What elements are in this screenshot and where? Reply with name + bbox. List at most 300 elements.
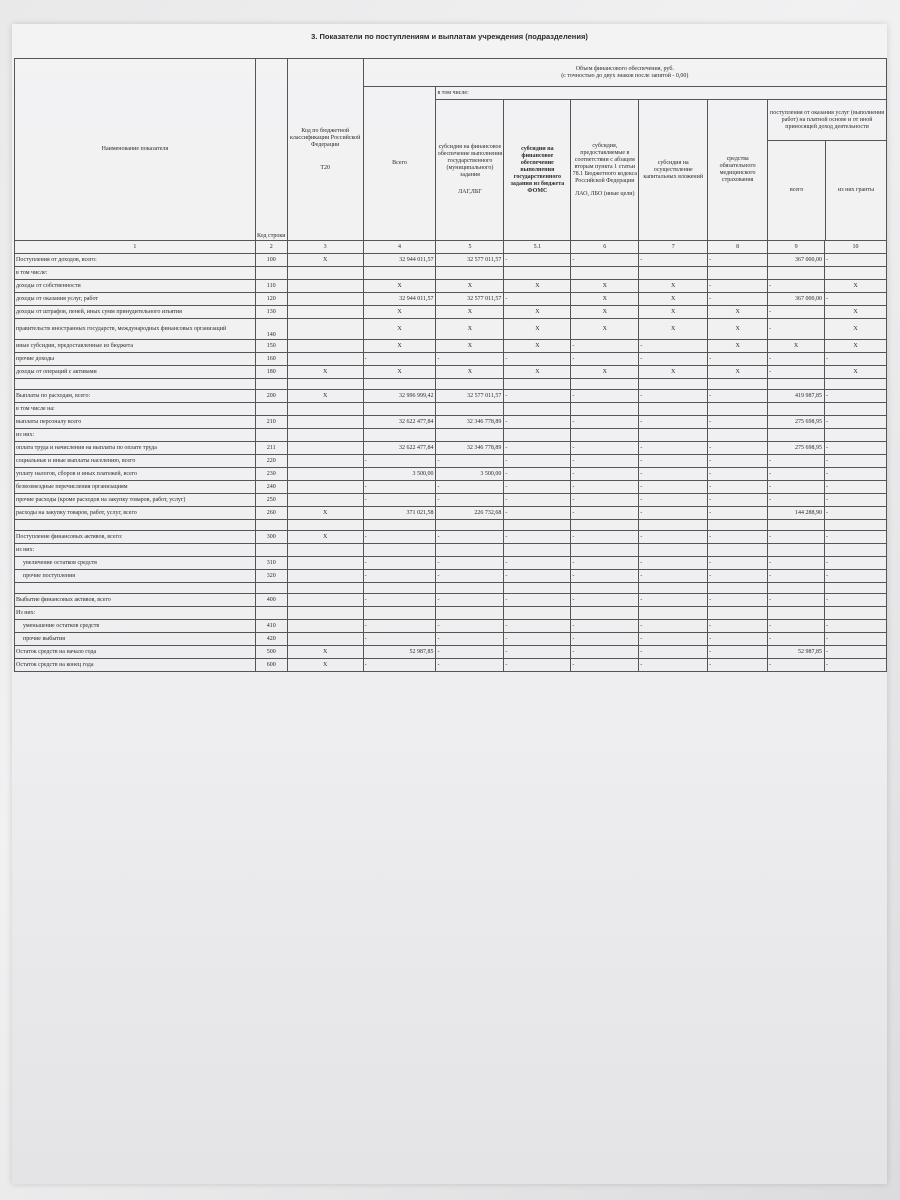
header-c9-total: всего [768, 141, 826, 240]
indicator-name: Остаток средств на конец года [15, 659, 256, 672]
value-cell-c4: - [363, 620, 436, 633]
indicator-name: Выбытие финансовых активов, всего [15, 594, 256, 607]
value-cell-c9 [768, 403, 825, 416]
value-cell-c51: - [504, 507, 571, 520]
value-cell-c7: - [639, 557, 708, 570]
value-cell-c51: X [504, 306, 571, 319]
table-row [15, 254, 887, 267]
line-code [255, 607, 287, 620]
column-number: 10 [825, 241, 887, 254]
empty-cell [255, 379, 287, 390]
value-cell-c4: 3 500,00 [363, 468, 436, 481]
empty-cell [504, 583, 571, 594]
value-cell-c9: - [768, 353, 825, 366]
value-cell-c7: - [639, 531, 708, 544]
value-cell-c10: - [825, 353, 887, 366]
value-cell-c6: - [571, 494, 639, 507]
value-cell-c51: X [504, 280, 571, 293]
header-c8: средства обязательного медицинского страхования [708, 100, 768, 241]
value-cell-c51: - [504, 594, 571, 607]
value-cell-c9: - [768, 455, 825, 468]
value-cell-c3 [287, 306, 363, 319]
line-code [255, 544, 287, 557]
value-cell-c7: - [639, 390, 708, 403]
value-cell-c6 [571, 403, 639, 416]
value-cell-c7: - [639, 481, 708, 494]
value-cell-c9: - [768, 620, 825, 633]
header-c6-label: субсидия, предоставляемые в соответствии с абзацем вторым пункта 1 статьи 78.1 Бюджетного кодекса Российской Федерации [572, 142, 637, 184]
column-number: 3 [287, 241, 363, 254]
value-cell-c8: - [708, 633, 768, 646]
value-cell-c4: - [363, 531, 436, 544]
value-cell-c7 [639, 607, 708, 620]
value-cell-c4: 32 996 999,42 [363, 390, 436, 403]
value-cell-c7: - [639, 646, 708, 659]
value-cell-c5 [436, 267, 504, 280]
value-cell-c9 [768, 544, 825, 557]
value-cell-c4 [363, 403, 436, 416]
value-cell-c9: 144 288,90 [768, 507, 825, 520]
table-row [15, 481, 887, 494]
line-code [255, 267, 287, 280]
table-row [15, 306, 887, 319]
value-cell-c7 [639, 403, 708, 416]
value-cell-c10: - [825, 531, 887, 544]
value-cell-c51 [504, 267, 571, 280]
table-row [15, 531, 887, 544]
value-cell-c6: X [571, 293, 639, 306]
value-cell-c10: X [825, 319, 887, 340]
value-cell-c7: - [639, 416, 708, 429]
line-code: 200 [255, 390, 287, 403]
value-cell-c8: - [708, 557, 768, 570]
value-cell-c4: - [363, 594, 436, 607]
table-row [15, 557, 887, 570]
value-cell-c10: - [825, 494, 887, 507]
value-cell-c3: X [287, 366, 363, 379]
value-cell-c5: - [436, 570, 504, 583]
table-row [15, 507, 887, 520]
value-cell-c6: - [571, 531, 639, 544]
value-cell-c7: - [639, 633, 708, 646]
value-cell-c3 [287, 319, 363, 340]
value-cell-c10: - [825, 620, 887, 633]
value-cell-c4: - [363, 481, 436, 494]
value-cell-c6: - [571, 442, 639, 455]
document-title: 3. Показатели по поступлениям и выплатам учреждения (подразделения) [311, 32, 588, 41]
value-cell-c9: - [768, 531, 825, 544]
header-c5-sub: ЛАГ,ЛБГ [458, 189, 482, 195]
line-code: 140 [255, 319, 287, 340]
value-cell-c10: - [825, 481, 887, 494]
value-cell-c7: - [639, 455, 708, 468]
empty-cell [436, 583, 504, 594]
value-cell-c5: - [436, 646, 504, 659]
empty-cell [287, 520, 363, 531]
value-cell-c3 [287, 468, 363, 481]
value-cell-c10: - [825, 659, 887, 672]
value-cell-c8: - [708, 570, 768, 583]
value-cell-c6: X [571, 319, 639, 340]
value-cell-c4: X [363, 340, 436, 353]
value-cell-c51: - [504, 293, 571, 306]
value-cell-c51: - [504, 455, 571, 468]
value-cell-c7: - [639, 254, 708, 267]
line-code: 250 [255, 494, 287, 507]
value-cell-c8: - [708, 468, 768, 481]
value-cell-c3: X [287, 646, 363, 659]
value-cell-c10: X [825, 366, 887, 379]
header-line-code: Код строки [255, 59, 287, 241]
document-sheet [12, 24, 887, 1184]
value-cell-c10: X [825, 280, 887, 293]
value-cell-c4: 32 944 011,57 [363, 254, 436, 267]
value-cell-c7: - [639, 442, 708, 455]
empty-cell [825, 379, 887, 390]
empty-cell [287, 583, 363, 594]
value-cell-c4: 32 944 011,57 [363, 293, 436, 306]
empty-cell [15, 520, 256, 531]
value-cell-c6: - [571, 353, 639, 366]
value-cell-c9: 367 000,00 [768, 293, 825, 306]
value-cell-c7: - [639, 353, 708, 366]
header-c6 [571, 100, 639, 241]
empty-cell [768, 583, 825, 594]
value-cell-c8: - [708, 455, 768, 468]
table-row [15, 646, 887, 659]
value-cell-c8: - [708, 494, 768, 507]
value-cell-c9: - [768, 280, 825, 293]
value-cell-c5: X [436, 319, 504, 340]
empty-cell [363, 520, 436, 531]
value-cell-c5: - [436, 353, 504, 366]
indicator-name: доходы от операций с активами [15, 366, 256, 379]
line-code [255, 403, 287, 416]
value-cell-c6: - [571, 659, 639, 672]
indicator-name: уплату налогов, сборов и иных платежей, всего [15, 468, 256, 481]
value-cell-c7: - [639, 340, 708, 353]
value-cell-c5: - [436, 557, 504, 570]
table-row [15, 319, 887, 340]
value-cell-c3 [287, 455, 363, 468]
value-cell-c6: - [571, 481, 639, 494]
table-row [15, 633, 887, 646]
value-cell-c7: X [639, 319, 708, 340]
value-cell-c5 [436, 429, 504, 442]
line-code: 600 [255, 659, 287, 672]
value-cell-c4: X [363, 280, 436, 293]
empty-cell [639, 583, 708, 594]
value-cell-c9: 419 987,85 [768, 390, 825, 403]
value-cell-c6 [571, 429, 639, 442]
value-cell-c8: - [708, 646, 768, 659]
value-cell-c4: - [363, 557, 436, 570]
indicator-name: в том числе: [15, 267, 256, 280]
indicator-name: уменьшение остатков средств [15, 620, 256, 633]
value-cell-c10: X [825, 340, 887, 353]
line-code: 410 [255, 620, 287, 633]
value-cell-c9: X [768, 340, 825, 353]
value-cell-c5 [436, 544, 504, 557]
line-code: 130 [255, 306, 287, 319]
indicator-name: прочие расходы (кроме расходов на закупку товаров, работ, услуг) [15, 494, 256, 507]
table-row [15, 366, 887, 379]
value-cell-c9: - [768, 319, 825, 340]
value-cell-c9: - [768, 468, 825, 481]
value-cell-c10: - [825, 468, 887, 481]
indicator-name: увеличение остатков средств [15, 557, 256, 570]
value-cell-c51: - [504, 468, 571, 481]
value-cell-c51: - [504, 390, 571, 403]
value-cell-c3 [287, 353, 363, 366]
column-number: 8 [708, 241, 768, 254]
empty-cell [571, 520, 639, 531]
value-cell-c8: X [708, 340, 768, 353]
spacer-row [15, 520, 887, 531]
value-cell-c6: - [571, 390, 639, 403]
line-code [255, 429, 287, 442]
value-cell-c6 [571, 544, 639, 557]
value-cell-c7: - [639, 659, 708, 672]
line-code: 160 [255, 353, 287, 366]
value-cell-c8: - [708, 481, 768, 494]
value-cell-c9 [768, 607, 825, 620]
value-cell-c4: - [363, 633, 436, 646]
value-cell-c7: - [639, 620, 708, 633]
empty-cell [255, 583, 287, 594]
table-row [15, 607, 887, 620]
indicators-table [14, 58, 887, 672]
value-cell-c8: - [708, 280, 768, 293]
value-cell-c3 [287, 494, 363, 507]
indicator-name: Выплаты по расходам, всего: [15, 390, 256, 403]
table-row [15, 353, 887, 366]
value-cell-c6: - [571, 620, 639, 633]
value-cell-c8: X [708, 366, 768, 379]
value-cell-c10: - [825, 570, 887, 583]
table-row [15, 494, 887, 507]
value-cell-c5: - [436, 481, 504, 494]
value-cell-c51 [504, 607, 571, 620]
indicator-name: иные субсидии, предоставленные из бюджета [15, 340, 256, 353]
indicator-name: Поступления от доходов, всего: [15, 254, 256, 267]
table-row [15, 293, 887, 306]
empty-cell [363, 583, 436, 594]
value-cell-c8: - [708, 594, 768, 607]
value-cell-c8: - [708, 442, 768, 455]
header-volume: Объем финансового обеспечения, руб. (с точностью до двух знаков после запятой - 0,00) [363, 59, 886, 87]
empty-cell [15, 583, 256, 594]
value-cell-c51: X [504, 366, 571, 379]
value-cell-c8: - [708, 390, 768, 403]
value-cell-c6: - [571, 468, 639, 481]
table-row [15, 620, 887, 633]
value-cell-c51: - [504, 494, 571, 507]
line-code: 320 [255, 570, 287, 583]
table-row [15, 429, 887, 442]
value-cell-c4: X [363, 366, 436, 379]
value-cell-c3 [287, 594, 363, 607]
value-cell-c4: 371 021,58 [363, 507, 436, 520]
value-cell-c9 [768, 429, 825, 442]
value-cell-c10: X [825, 306, 887, 319]
table-row [15, 455, 887, 468]
value-cell-c5: 32 346 778,89 [436, 442, 504, 455]
empty-cell [15, 379, 256, 390]
table-row [15, 403, 887, 416]
value-cell-c10: - [825, 442, 887, 455]
value-cell-c8: - [708, 507, 768, 520]
value-cell-c10 [825, 607, 887, 620]
value-cell-c9 [768, 267, 825, 280]
header-name: Наименование показателя [15, 59, 256, 241]
empty-cell [639, 520, 708, 531]
value-cell-c3: X [287, 254, 363, 267]
table-row [15, 442, 887, 455]
value-cell-c3 [287, 607, 363, 620]
value-cell-c51: - [504, 620, 571, 633]
value-cell-c4 [363, 429, 436, 442]
value-cell-c6: X [571, 280, 639, 293]
value-cell-c4 [363, 267, 436, 280]
value-cell-c3: X [287, 507, 363, 520]
indicator-name: социальные и иные выплаты населению, всего [15, 455, 256, 468]
empty-cell [768, 520, 825, 531]
value-cell-c4: - [363, 494, 436, 507]
value-cell-c7: X [639, 280, 708, 293]
indicator-name: безвозмездные перечисления организациям [15, 481, 256, 494]
table-row [15, 390, 887, 403]
value-cell-c5 [436, 403, 504, 416]
spacer-row [15, 583, 887, 594]
value-cell-c8 [708, 607, 768, 620]
value-cell-c7: X [639, 366, 708, 379]
column-number: 9 [768, 241, 825, 254]
indicator-name: прочие доходы [15, 353, 256, 366]
line-code: 310 [255, 557, 287, 570]
empty-cell [825, 583, 887, 594]
value-cell-c6: - [571, 340, 639, 353]
value-cell-c7: - [639, 494, 708, 507]
value-cell-c3 [287, 340, 363, 353]
value-cell-c5: - [436, 494, 504, 507]
value-cell-c51: - [504, 254, 571, 267]
value-cell-c3 [287, 267, 363, 280]
header-c6-sub: ЛАО, ЛБО (иные цели) [575, 190, 635, 197]
table-row [15, 416, 887, 429]
value-cell-c5: - [436, 455, 504, 468]
column-numbers-row [15, 241, 887, 254]
value-cell-c51: - [504, 633, 571, 646]
empty-cell [639, 379, 708, 390]
column-number: 4 [363, 241, 436, 254]
value-cell-c8 [708, 544, 768, 557]
value-cell-c6: - [571, 455, 639, 468]
empty-cell [825, 520, 887, 531]
value-cell-c9: 275 698,95 [768, 416, 825, 429]
value-cell-c9: - [768, 306, 825, 319]
value-cell-c5: - [436, 659, 504, 672]
header-c9: поступления от оказания услуг (выполнения работ) на платной основе и от иной приносящей доход деятельности [768, 100, 886, 141]
value-cell-c6: - [571, 633, 639, 646]
header-c7: субсидия на осуществление капитальных вложений [639, 100, 708, 241]
indicator-name: Остаток средств на начало года [15, 646, 256, 659]
value-cell-c4 [363, 544, 436, 557]
value-cell-c4: 52 987,85 [363, 646, 436, 659]
value-cell-c51: - [504, 659, 571, 672]
value-cell-c5: X [436, 280, 504, 293]
value-cell-c9: 275 698,95 [768, 442, 825, 455]
value-cell-c5: 32 577 011,57 [436, 254, 504, 267]
line-code: 400 [255, 594, 287, 607]
header-budget-code-label: Код по бюджетной классификации Российской Федерации [289, 127, 361, 148]
header-c5-label: субсидия на финансовое обеспечение выполнения государственного (муниципального) задания [437, 144, 503, 178]
value-cell-c6: X [571, 306, 639, 319]
value-cell-c51: - [504, 570, 571, 583]
value-cell-c8: - [708, 659, 768, 672]
value-cell-c10: - [825, 507, 887, 520]
indicator-name: расходы на закупку товаров, работ, услуг, всего [15, 507, 256, 520]
column-number: 1 [15, 241, 256, 254]
empty-cell [571, 583, 639, 594]
value-cell-c4: 32 622 477,84 [363, 442, 436, 455]
empty-cell [708, 583, 768, 594]
value-cell-c10: - [825, 390, 887, 403]
header-incl: в том числе: [436, 87, 887, 100]
value-cell-c7 [639, 429, 708, 442]
line-code: 220 [255, 455, 287, 468]
empty-cell [287, 379, 363, 390]
column-number: 7 [639, 241, 708, 254]
value-cell-c10: - [825, 594, 887, 607]
indicator-name: доходы от собственности [15, 280, 256, 293]
value-cell-c5: X [436, 340, 504, 353]
column-number: 2 [255, 241, 287, 254]
value-cell-c5: 32 346 778,89 [436, 416, 504, 429]
header-budget-code-sub: Т20 [320, 164, 330, 171]
value-cell-c8: X [708, 319, 768, 340]
indicator-name: доходы от штрафов, пеней, иных сумм принудительного изъятия [15, 306, 256, 319]
value-cell-c9: - [768, 659, 825, 672]
value-cell-c5: X [436, 366, 504, 379]
line-code: 120 [255, 293, 287, 306]
value-cell-c7: - [639, 468, 708, 481]
value-cell-c8: - [708, 531, 768, 544]
value-cell-c51: - [504, 481, 571, 494]
value-cell-c3 [287, 544, 363, 557]
value-cell-c6: - [571, 416, 639, 429]
value-cell-c4: - [363, 570, 436, 583]
value-cell-c8 [708, 267, 768, 280]
value-cell-c5: - [436, 531, 504, 544]
value-cell-c5: 226 732,68 [436, 507, 504, 520]
value-cell-c9: - [768, 481, 825, 494]
indicator-name: в том числе на: [15, 403, 256, 416]
value-cell-c10 [825, 429, 887, 442]
table-row [15, 570, 887, 583]
value-cell-c3 [287, 280, 363, 293]
value-cell-c6 [571, 607, 639, 620]
value-cell-c10 [825, 267, 887, 280]
value-cell-c8: - [708, 254, 768, 267]
value-cell-c6: - [571, 594, 639, 607]
header-total: Всего [363, 87, 436, 241]
value-cell-c7: - [639, 594, 708, 607]
value-cell-c8: - [708, 416, 768, 429]
value-cell-c4: X [363, 319, 436, 340]
value-cell-c10: - [825, 633, 887, 646]
header-c5 [436, 100, 504, 241]
